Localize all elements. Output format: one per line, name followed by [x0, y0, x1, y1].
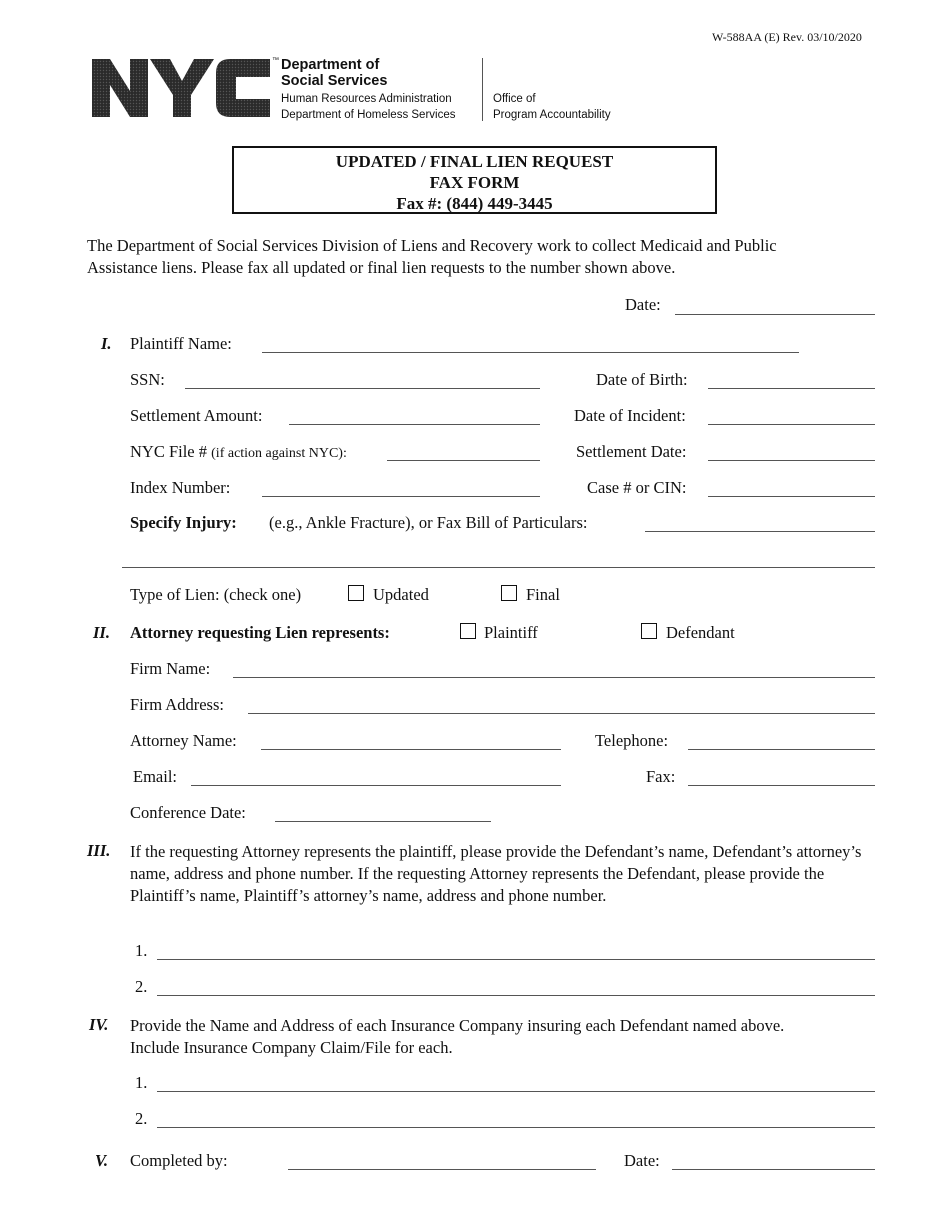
firm-address-label: Firm Address:	[130, 695, 224, 714]
title-fax-number: Fax #: (844) 449-3445	[396, 194, 553, 213]
completed-date-field[interactable]	[672, 1169, 875, 1170]
date-of-incident-label: Date of Incident:	[574, 406, 686, 425]
trademark-symbol: ™	[272, 57, 279, 64]
final-label: Final	[526, 585, 560, 604]
email-label: Email:	[133, 767, 177, 786]
plaintiff-checkbox[interactable]	[460, 623, 476, 639]
firm-name-label: Firm Name:	[130, 659, 211, 678]
index-number-label: Index Number:	[130, 478, 231, 497]
dept-sub1: Human Resources Administration	[281, 93, 452, 105]
title-line2: FAX FORM	[429, 173, 520, 192]
attorney-name-field[interactable]	[261, 749, 561, 750]
attorney-name-label: Attorney Name:	[130, 731, 237, 750]
plaintiff-option-label: Plaintiff	[484, 623, 538, 642]
nyc-file-label-main: NYC File #	[130, 442, 208, 461]
index-number-field[interactable]	[262, 496, 540, 497]
section-4-item-2-field[interactable]	[157, 1127, 875, 1128]
section-3-item-1-field[interactable]	[157, 959, 875, 960]
office-line2: Program Accountability	[493, 109, 611, 121]
section-5-numeral: V.	[95, 1151, 109, 1170]
injury-hint: (e.g., Ankle Fracture), or Fax Bill of Particulars:	[269, 513, 588, 532]
date-label: Date:	[625, 295, 661, 314]
final-checkbox[interactable]	[501, 585, 517, 601]
updated-label: Updated	[373, 585, 429, 604]
represents-label: Attorney requesting Lien represents:	[130, 623, 390, 642]
section-4-item-1-field[interactable]	[157, 1091, 875, 1092]
settlement-date-label: Settlement Date:	[576, 442, 687, 461]
fax-label: Fax:	[646, 767, 676, 786]
defendant-option-label: Defendant	[666, 623, 735, 642]
firm-name-field[interactable]	[233, 677, 875, 678]
email-field[interactable]	[191, 785, 561, 786]
settlement-amount-field[interactable]	[289, 424, 540, 425]
section-3-instructions: If the requesting Attorney represents the plaintiff, please provide the Defendant’s name, Defendant’s attorney’s name, address and phone number. If the requesting Attorney represents the Defendant, please provide the Plaintiff’s name, Plaintiff’s attorney’s name, address and phone number.	[130, 842, 862, 905]
plaintiff-name-label: Plaintiff Name:	[130, 334, 232, 353]
date-field[interactable]	[675, 314, 875, 315]
nyc-file-label-note: (if action against NYC):	[211, 446, 347, 461]
section-4-item-2-label: 2.	[135, 1109, 148, 1128]
dept-line1: Department of	[281, 57, 380, 73]
plaintiff-name-field[interactable]	[262, 352, 799, 353]
title-line1: UPDATED / FINAL LIEN REQUEST	[335, 152, 614, 171]
form-id: W-588AA (E) Rev. 03/10/2020	[712, 30, 862, 44]
office-line1: Office of	[493, 93, 536, 105]
section-3-item-2-label: 2.	[135, 977, 148, 996]
section-3-numeral: III.	[87, 841, 111, 860]
dob-label: Date of Birth:	[596, 370, 688, 389]
telephone-field[interactable]	[688, 749, 875, 750]
ssn-field[interactable]	[185, 388, 540, 389]
dob-field[interactable]	[708, 388, 875, 389]
case-cin-field[interactable]	[708, 496, 875, 497]
updated-checkbox[interactable]	[348, 585, 364, 601]
header-divider	[482, 58, 483, 121]
nyc-file-field[interactable]	[387, 460, 540, 461]
section-3-item-2-field[interactable]	[157, 995, 875, 996]
form-title-box	[232, 146, 717, 214]
injury-field[interactable]	[645, 531, 875, 532]
intro-paragraph: The Department of Social Services Division of Liens and Recovery work to collect Medicaid and Public Assistance liens. Please fax all updated or final lien requests to the number shown above.	[87, 236, 777, 277]
conference-date-field[interactable]	[275, 821, 491, 822]
section-4-item-1-label: 1.	[135, 1073, 148, 1092]
firm-address-field[interactable]	[248, 713, 875, 714]
specify-injury-label: Specify Injury:	[130, 513, 237, 532]
fax-field[interactable]	[688, 785, 875, 786]
case-cin-label: Case # or CIN:	[587, 478, 687, 497]
section-1-numeral: I.	[101, 334, 112, 353]
type-of-lien-label: Type of Lien: (check one)	[130, 585, 302, 604]
section-2-numeral: II.	[93, 623, 110, 642]
defendant-checkbox[interactable]	[641, 623, 657, 639]
settlement-amount-label: Settlement Amount:	[130, 406, 263, 425]
nyc-file-label	[130, 442, 347, 462]
section-4-numeral: IV.	[89, 1015, 109, 1034]
section-3-item-1-label: 1.	[135, 941, 148, 960]
completed-date-label: Date:	[624, 1151, 660, 1170]
completed-by-field[interactable]	[288, 1169, 596, 1170]
telephone-label: Telephone:	[595, 731, 669, 750]
section-4-instructions: Provide the Name and Address of each Insurance Company insuring each Defendant named above. Include Insurance Company Claim/File for each.	[130, 1016, 785, 1057]
dept-line2: Social Services	[281, 73, 388, 89]
date-of-incident-field[interactable]	[708, 424, 875, 425]
nyc-logo	[90, 57, 272, 119]
nyc-logo-graphic	[90, 57, 272, 119]
completed-by-label: Completed by:	[130, 1151, 228, 1170]
injury-field-line-2[interactable]	[122, 567, 875, 568]
dept-sub2: Department of Homeless Services	[281, 109, 456, 121]
settlement-date-field[interactable]	[708, 460, 875, 461]
ssn-label: SSN:	[130, 370, 165, 389]
conference-date-label: Conference Date:	[130, 803, 246, 822]
